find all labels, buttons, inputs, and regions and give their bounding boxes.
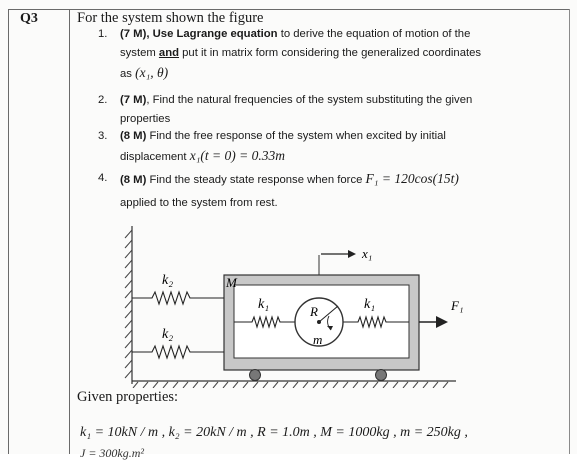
- item-math-coords: (x₁, θ): [135, 65, 169, 80]
- label-k2-upper: k₂: [162, 273, 174, 288]
- table-border-right: [569, 9, 570, 454]
- table-column-divider: [69, 9, 70, 454]
- label-k1-right: k₁: [364, 297, 376, 312]
- cart-wheels: [250, 370, 387, 381]
- item-math-force: F₁ = 120cos(15t): [365, 171, 459, 186]
- item-text: Find the free response of the system when excited by initial: [146, 130, 446, 142]
- table-border-left: [8, 9, 9, 454]
- item-text: , Find the natural frequencies of the system substituting the given: [146, 94, 473, 106]
- item-text: system: [120, 47, 159, 59]
- label-k1-left: k₁: [258, 297, 270, 312]
- force-arrow-F1: [419, 316, 448, 328]
- item-body: [120, 127, 540, 167]
- label-m: m: [313, 332, 323, 347]
- item-text: as: [120, 68, 136, 80]
- item-number: 1.: [98, 28, 108, 40]
- item-body: [120, 91, 540, 129]
- item-text: displacement: [120, 151, 190, 163]
- x1-displacement-arrow: [319, 250, 356, 275]
- item-marks: (8 M): [120, 174, 147, 186]
- mechanical-system-figure: [118, 218, 463, 388]
- item-text: properties: [120, 113, 171, 125]
- item-marks: (7 M): [120, 94, 147, 106]
- item-text: Find the steady state response when force: [146, 174, 366, 186]
- item-text: to derive the equation of motion of the: [277, 28, 471, 40]
- label-R: R: [310, 304, 318, 319]
- item-marks: (8 M): [120, 130, 147, 142]
- given-properties-line-1: k₁ = 10kN / m , k₂ = 20kN / m , R = 1.0m , M = 1000kg , m = 250kg ,: [80, 425, 468, 440]
- item-math-condition: x₁(t = 0) = 0.33m: [189, 148, 285, 163]
- label-k2-lower: k₂: [162, 327, 174, 342]
- question-number: Q3: [20, 11, 38, 26]
- label-x1: x₁: [362, 246, 373, 261]
- label-F1: F₁: [451, 298, 463, 313]
- item-body: [120, 25, 540, 84]
- label-M: M: [226, 275, 237, 290]
- item-emphasis: and: [158, 47, 180, 59]
- spring-k2-upper: [132, 292, 224, 304]
- question-intro: For the system shown the figure: [77, 10, 264, 26]
- given-properties-label: Given properties:: [77, 389, 179, 405]
- item-number: 4.: [98, 172, 108, 184]
- item-lead: Use Lagrange equation: [152, 28, 278, 40]
- item-number: 3.: [98, 130, 108, 142]
- item-marks: (7 M),: [120, 28, 150, 40]
- item-text: put it in matrix form considering the generalized coordinates: [179, 47, 482, 59]
- item-number: 2.: [98, 94, 108, 106]
- ground: [132, 381, 456, 388]
- item-body: [120, 169, 540, 213]
- spring-k2-lower: [132, 346, 224, 358]
- given-properties-line-2: J = 300kg.m²: [80, 446, 145, 460]
- left-wall: [125, 226, 132, 384]
- item-text: applied to the system from rest.: [120, 197, 278, 209]
